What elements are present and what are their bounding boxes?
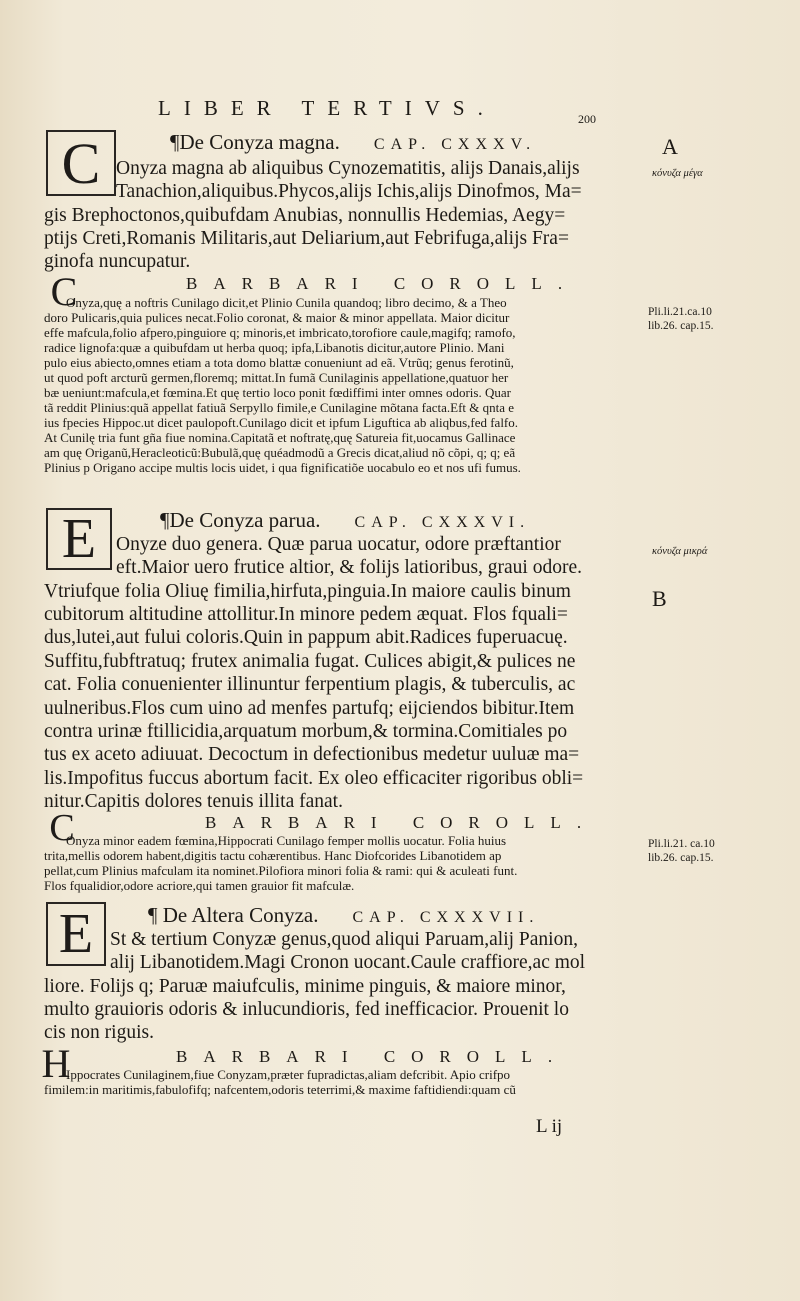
text-line: alij Libanotidem.Magi Cronon uocant.Caule craffiore,ac mol: [110, 952, 586, 973]
margin-reference: lib.26. cap.15.: [648, 320, 714, 332]
drop-cap-initial: [46, 508, 112, 570]
text-line: ptijs Creti,Romanis Militaris,aut Deliarium,aut Febrifuga,alijs Fra=: [44, 228, 569, 249]
initial-letter: C: [61, 130, 101, 196]
text-line: Ippocrates Cunilaginem,fiue Conyzam,præter fupradictas,aliam defcribit. Apio crifpo: [66, 1067, 511, 1082]
chapter-heading: [160, 508, 530, 533]
initial-letter: E: [58, 903, 94, 965]
initial-letter: C: [50, 268, 78, 314]
corollary-heading: BARBARI COROLL.: [186, 274, 579, 293]
text-line: Vtriufque folia Oliuę fimilia,hirfuta,pinguia.In maiore caulis binum: [44, 581, 571, 602]
chapter-title: ¶De Conyza magna.: [170, 130, 340, 154]
margin-letter-b: B: [652, 586, 667, 611]
text-line: uulneribus.Flos cum uino ad menfes partufq; eijciendos bibitur.Item: [44, 698, 575, 719]
text-line: Plinius p Origano accipe multis locis uidet, i qua fignificatiõe uocabulo eo et nos ufi fumus.: [44, 460, 521, 475]
text-line: pulo eius abiecto,omnes etiam a tota domo blattæ conueniunt ad eã. Vtrũq; genus ferotinũ,: [44, 355, 514, 370]
corollary-heading: BARBARI COROLL.: [176, 1047, 569, 1066]
margin-reference: Pli.li.21. ca.10: [648, 838, 715, 850]
text-line: eft.Maior uero frutice altior, & folijs latioribus, graui odore.: [116, 557, 583, 578]
text-line: Suffitu,fubftratuq; frutex animalia fugat. Culices abigit,& pulices ne: [44, 651, 576, 672]
initial-letter: E: [61, 508, 97, 570]
text-line: Onyza magna ab aliquibus Cynozematitis, alijs Danais,alijs: [116, 158, 580, 179]
text-line: ius fpecies Hippoc.ut dicet paulopoft.Cunilago dicit et ipfum Liguftica ab aliqbus,fed falfo.: [44, 415, 519, 430]
text-line: am quę Origanũ,Heracleoticũ:Bubulã,quę quéadmodũ a Grecis dicat,aliud nõ cõpi, q; q; eã: [44, 445, 516, 460]
text-line: Tanachion,aliquibus.Phycos,alijs Ichis,alijs Dinofmos, Ma=: [116, 181, 582, 202]
margin-reference: lib.26. cap.15.: [648, 852, 714, 864]
text-line: tã reddit Plinius:quã appellat fatiuã Serpyllo fimile,e Cunilagine mõtana facta.Eft & qnta e: [44, 400, 515, 415]
text-line: bæ ueniunt:mafcula,et fœmina.Et quę tertio loco ponit fœdiffimi inter omnes odoris. Quar: [44, 385, 511, 400]
text-line: At Cunilę tria funt gña fiue nomina.Capitatã et noftratę,quę Satureia fit,uocamus Gallinace: [44, 430, 516, 445]
text-line: nitur.Capitis dolores tenuis illita fanat.: [44, 791, 343, 812]
text-line: dus,lutei,aut fului coloris.Quin in pappum abit.Radices fuperuacuę.: [44, 627, 568, 648]
corollary-heading: BARBARI COROLL.: [205, 813, 598, 832]
chapter-heading: [148, 903, 539, 928]
margin-greek-note: κόνυζα μέγα: [652, 168, 703, 179]
drop-cap-initial: [46, 130, 116, 196]
text-line: Flos fqualidior,odore acriore,qui tamen grauior fit mafculæ.: [44, 878, 355, 893]
chapter-title: ¶ De Altera Conyza.: [148, 903, 319, 927]
margin-greek-note: κόνυζα μικρά: [652, 546, 708, 557]
chapter-number: CAP. CXXXV.: [373, 136, 537, 153]
chapter-number: CAP. CXXXVI.: [354, 514, 531, 531]
text-line: gis Brephoctonos,quibufdam Anubias, nonnullis Hedemias, Aegy=: [44, 205, 566, 226]
text-line: St & tertium Conyzæ genus,quod aliqui Paruam,alij Panion,: [110, 929, 578, 950]
margin-letter-a: A: [662, 134, 678, 159]
text-line: cubitorum altitudine attollitur.In minore pedem æquat. Flos fquali=: [44, 604, 568, 625]
drop-cap-initial: [46, 902, 106, 966]
chapter-heading: [170, 130, 536, 155]
chapter-number: CAP. CXXXVII.: [352, 909, 540, 926]
text-line: lis.Impofitus fuccus abortum facit. Ex oleo efficaciter rigoribus obli=: [44, 768, 584, 789]
text-line: ginofa nuncupatur.: [44, 251, 191, 272]
text-line: tus ex aceto adiuuat. Decoctum in defectionibus medetur uuluæ ma=: [44, 744, 580, 765]
text-line: fimilem:in maritimis,fabulofifq; nafcentem,odoris teterrimi,& maxime faftidiendi:quam cũ: [44, 1082, 516, 1097]
text-line: multo grauioris odoris & inlucundioris, fed inefficacior. Prouenit lo: [44, 999, 569, 1020]
text-line: cat. Folia conuenienter illinuntur ferpentium plagis, & tuberculis, ac: [44, 674, 576, 695]
text-line: effe mafcula,folio afpero,pinguiore q; minoris,et imbricato,torofiore caule,magifq; ramofo,: [44, 325, 516, 340]
initial-letter: C: [49, 807, 75, 849]
text-line: Onyze duo genera. Quæ parua uocatur, odore præftantior: [116, 534, 561, 555]
initial-letter: H: [41, 1040, 71, 1086]
text-line: radice lignofa:quæ a quibufdam ut herba quoq; ipfa,Libanotis dicitur,autore Plinio. Mani: [44, 340, 505, 355]
text-line: cis non riguis.: [44, 1022, 154, 1043]
text-line: liore. Folijs q; Paruæ maiufculis, minime pinguis, & maiore minor,: [44, 976, 566, 997]
page-number: 200: [578, 112, 596, 126]
chapter-title: ¶De Conyza parua.: [160, 508, 321, 532]
text-line: contra urinæ ftillicidia,arquatum morbum,& tormina.Comitiales po: [44, 721, 568, 742]
running-title: LIBER TERTIVS.: [158, 96, 496, 120]
text-line: doro Pulicaris,quia pulices necat.Folio coronat, & maior & minor appellata. Maior dicitur: [44, 310, 510, 325]
text-line: Onyza,quę a noftris Cunilago dicit,et Plinio Cunila quandoq; libro decimo, & a Theo: [66, 295, 507, 310]
signature-mark: L ij: [536, 1116, 563, 1137]
text-line: trita,mellis odorem habent,digitis tactu cohærentibus. Hanc Diofcorides Libanotidem ap: [44, 848, 502, 863]
text-line: Onyza minor eadem fœmina,Hippocrati Cunilago femper mollis uocatur. Folia huius: [66, 833, 507, 848]
text-line: ut quod poft arcturũ germen,floremq; mittat.In fumã Cunilaginis appellatione,quatuor her: [44, 370, 509, 385]
text-line: pellat,cum Plinius mafculam ita nominet.Pilofiora minori folia & rami: qui & aculeati funt.: [44, 863, 518, 878]
margin-reference: Pli.li.21.ca.10: [648, 306, 712, 318]
